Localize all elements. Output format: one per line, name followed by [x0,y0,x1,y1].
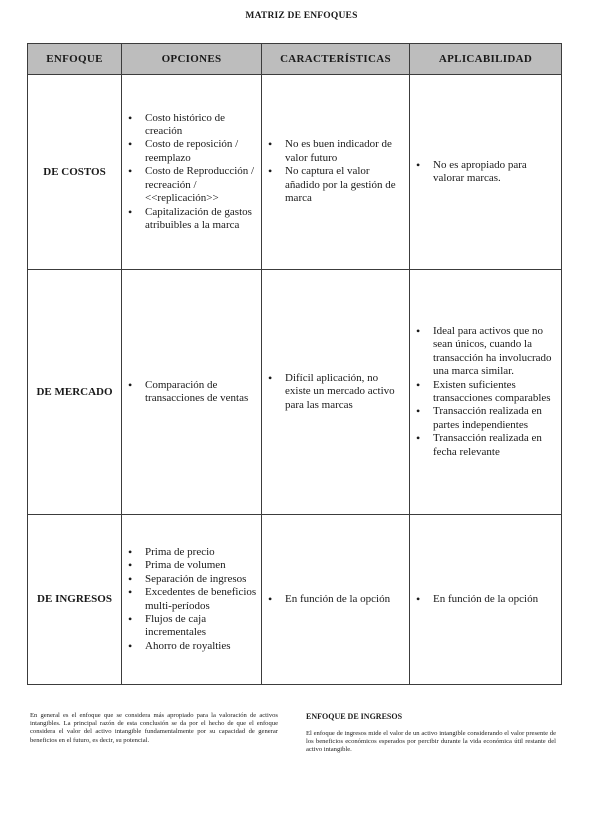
table-row [28,515,562,685]
list-item: • Capitalización de gastos atribuibles a la marca [145,206,257,233]
approach-matrix-table [27,43,562,685]
footer-right-block [306,712,556,755]
table-header-row [28,44,562,75]
bullet-list [410,593,557,606]
list-item: • Costo de reposición / reemplazo [145,138,257,165]
header-opciones: OPCIONES [122,44,262,75]
caracteristicas-cell [262,75,410,270]
footer-right-heading: ENFOQUE DE INGRESOS [306,712,403,721]
header-aplicabilidad: APLICABILIDAD [410,44,562,75]
list-item: • Separación de ingresos [145,573,257,586]
bullet-list [122,112,257,233]
list-item: • Excedentes de beneficios multi-períodos [145,586,257,613]
list-item: • Ideal para activos que no sean únicos, cuando la transacción ha involucrado una marca similar. [433,325,557,379]
caracteristicas-cell [262,270,410,515]
list-item: • Ahorro de royalties [145,640,257,653]
enfoque-cell: DE INGRESOS [28,515,122,685]
list-item: • No captura el valor añadido por la gestión de marca [285,165,405,205]
list-item: • Existen suficientes transacciones comparables [433,379,557,406]
list-item: • Transacción realizada en partes independientes [433,405,557,432]
list-item: • Transacción realizada en fecha relevante [433,432,557,459]
enfoque-cell: DE COSTOS [28,75,122,270]
table-row [28,75,562,270]
opciones-cell [122,515,262,685]
list-item: • Prima de precio [145,546,257,559]
enfoque-cell: DE MERCADO [28,270,122,515]
header-caracteristicas: CARACTERÍSTICAS [262,44,410,75]
list-item: • Difícil aplicación, no existe un mercado activo para las marcas [285,372,405,412]
aplicabilidad-cell [410,515,562,685]
list-item: • En función de la opción [285,593,405,606]
caracteristicas-cell [262,515,410,685]
bullet-list [122,546,257,653]
footer-left-paragraph: En general es el enfoque que se considera más apropiado para la valoración de activos intangibles. La principal razón de esta conclusión se da por el hecho de que el enfoque considera el valor del activo intangible fundamentalmente por su capacidad de generar beneficios en el futuro, es decir, su potencial. [30,712,278,744]
bullet-list [262,593,405,606]
list-item: • No es apropiado para valorar marcas. [433,159,557,186]
list-item: • Costo de Reproducción / recreación / <<replicación>> [145,165,257,205]
bullet-list [122,379,257,406]
list-item: • Costo histórico de creación [145,112,257,139]
opciones-cell [122,75,262,270]
bullet-list [262,138,405,205]
document-title: MATRIZ DE ENFOQUES [245,11,358,21]
bullet-list [410,325,557,459]
bullet-list [262,372,405,412]
aplicabilidad-cell [410,270,562,515]
aplicabilidad-cell [410,75,562,270]
opciones-cell [122,270,262,515]
list-item: • Prima de volumen [145,559,257,572]
bullet-list [410,159,557,186]
list-item: • No es buen indicador de valor futuro [285,138,405,165]
list-item: • En función de la opción [433,593,557,606]
list-item: • Comparación de transacciones de ventas [145,379,257,406]
table-row [28,270,562,515]
header-enfoque: ENFOQUE [28,44,122,75]
list-item: • Flujos de caja incrementales [145,613,257,640]
footer-right-paragraph: El enfoque de ingresos mide el valor de un activo intangible considerando el valor presente de los beneficios económicos esperados por percibir durante la vida económica útil restante del activo intangible. [306,730,556,754]
